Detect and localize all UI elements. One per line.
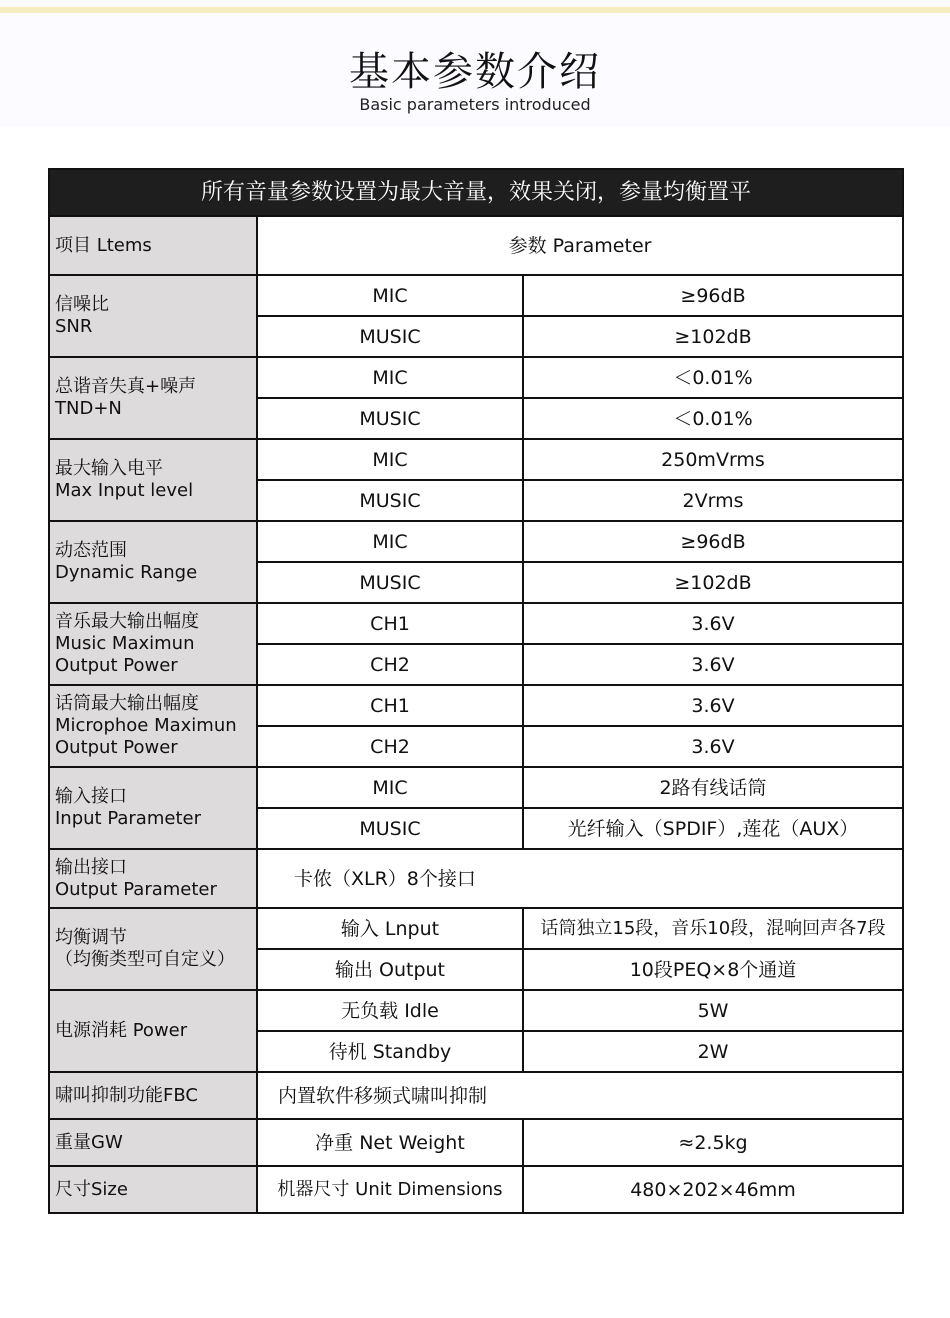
header-param: 参数 Parameter <box>257 216 903 275</box>
value-cell: 3.6V <box>523 644 903 685</box>
row-label: 总谐音失真+噪声 TND+N <box>49 357 257 439</box>
table-row <box>49 1166 903 1213</box>
value-cell: 10段PEQ×8个通道 <box>523 949 903 990</box>
sub-label: 无负载 Idle <box>257 990 523 1031</box>
value-cell: 2W <box>523 1031 903 1072</box>
value-cell: 2Vrms <box>523 480 903 521</box>
value-cell: 内置软件移频式啸叫抑制 <box>257 1072 903 1119</box>
value-cell: 3.6V <box>523 726 903 767</box>
value-cell: 250mVrms <box>523 439 903 480</box>
value-cell: 480×202×46mm <box>523 1166 903 1213</box>
value-cell: 2路有线话筒 <box>523 767 903 808</box>
page-header <box>0 0 950 127</box>
value-cell: ≈2.5kg <box>523 1119 903 1166</box>
value-cell: 卡侬（XLR）8个接口 <box>257 849 903 908</box>
table-banner: 所有音量参数设置为最大音量，效果关闭，参量均衡置平 <box>49 169 903 216</box>
value-cell: ≥96dB <box>523 521 903 562</box>
header-item: 项目 Ltems <box>49 216 257 275</box>
sub-label: 机器尺寸 Unit Dimensions <box>257 1166 523 1213</box>
row-label: 动态范围 Dynamic Range <box>49 521 257 603</box>
row-label: 啸叫抑制功能FBC <box>49 1072 257 1119</box>
sub-label: MUSIC <box>257 316 523 357</box>
table-row <box>49 603 903 644</box>
table-row <box>49 1072 903 1119</box>
table-row <box>49 685 903 726</box>
sub-label: 输入 Lnput <box>257 908 523 949</box>
value-cell: 话筒独立15段，音乐10段，混响回声各7段 <box>523 908 903 949</box>
value-cell: 3.6V <box>523 685 903 726</box>
sub-label: MIC <box>257 357 523 398</box>
value-cell: 3.6V <box>523 603 903 644</box>
sub-label: CH2 <box>257 644 523 685</box>
row-label: 信噪比 SNR <box>49 275 257 357</box>
value-cell: ＜0.01% <box>523 357 903 398</box>
table-row <box>49 849 903 908</box>
table-row <box>49 908 903 949</box>
table-row <box>49 521 903 562</box>
sub-label: 待机 Standby <box>257 1031 523 1072</box>
sub-label: MIC <box>257 521 523 562</box>
row-label: 输出接口 Output Parameter <box>49 849 257 908</box>
sub-label: CH1 <box>257 603 523 644</box>
sub-label: CH1 <box>257 685 523 726</box>
sub-label: CH2 <box>257 726 523 767</box>
sub-label: MIC <box>257 439 523 480</box>
sub-label: MUSIC <box>257 480 523 521</box>
value-cell: ≥102dB <box>523 316 903 357</box>
value-cell: ≥96dB <box>523 275 903 316</box>
sub-label: MUSIC <box>257 562 523 603</box>
row-label: 输入接口 Input Parameter <box>49 767 257 849</box>
row-label: 话筒最大输出幅度 Microphoe Maximun Output Power <box>49 685 257 767</box>
table-row <box>49 439 903 480</box>
row-label: 最大输入电平 Max Input level <box>49 439 257 521</box>
value-cell: ＜0.01% <box>523 398 903 439</box>
value-cell: 光纤输入（SPDIF）,莲花（AUX） <box>523 808 903 849</box>
value-cell: ≥102dB <box>523 562 903 603</box>
row-label: 音乐最大输出幅度 Music Maximun Output Power <box>49 603 257 685</box>
table-row <box>49 990 903 1031</box>
row-label: 电源消耗 Power <box>49 990 257 1072</box>
table-row <box>49 1119 903 1166</box>
table-row <box>49 357 903 398</box>
value-cell: 5W <box>523 990 903 1031</box>
row-label: 重量GW <box>49 1119 257 1166</box>
sub-label: 净重 Net Weight <box>257 1119 523 1166</box>
decorative-band <box>0 7 950 13</box>
table-header-row <box>49 216 903 275</box>
sub-label: MUSIC <box>257 398 523 439</box>
table-row <box>49 275 903 316</box>
sub-label: MIC <box>257 767 523 808</box>
row-label: 尺寸Size <box>49 1166 257 1213</box>
sub-label: MUSIC <box>257 808 523 849</box>
sub-label: 输出 Output <box>257 949 523 990</box>
spec-table <box>48 168 904 1214</box>
row-label: 均衡调节 （均衡类型可自定义） <box>49 908 257 990</box>
sub-label: MIC <box>257 275 523 316</box>
page-title: 基本参数介绍 <box>349 49 601 95</box>
page-subtitle: Basic parameters introduced <box>359 95 591 114</box>
table-row <box>49 767 903 808</box>
